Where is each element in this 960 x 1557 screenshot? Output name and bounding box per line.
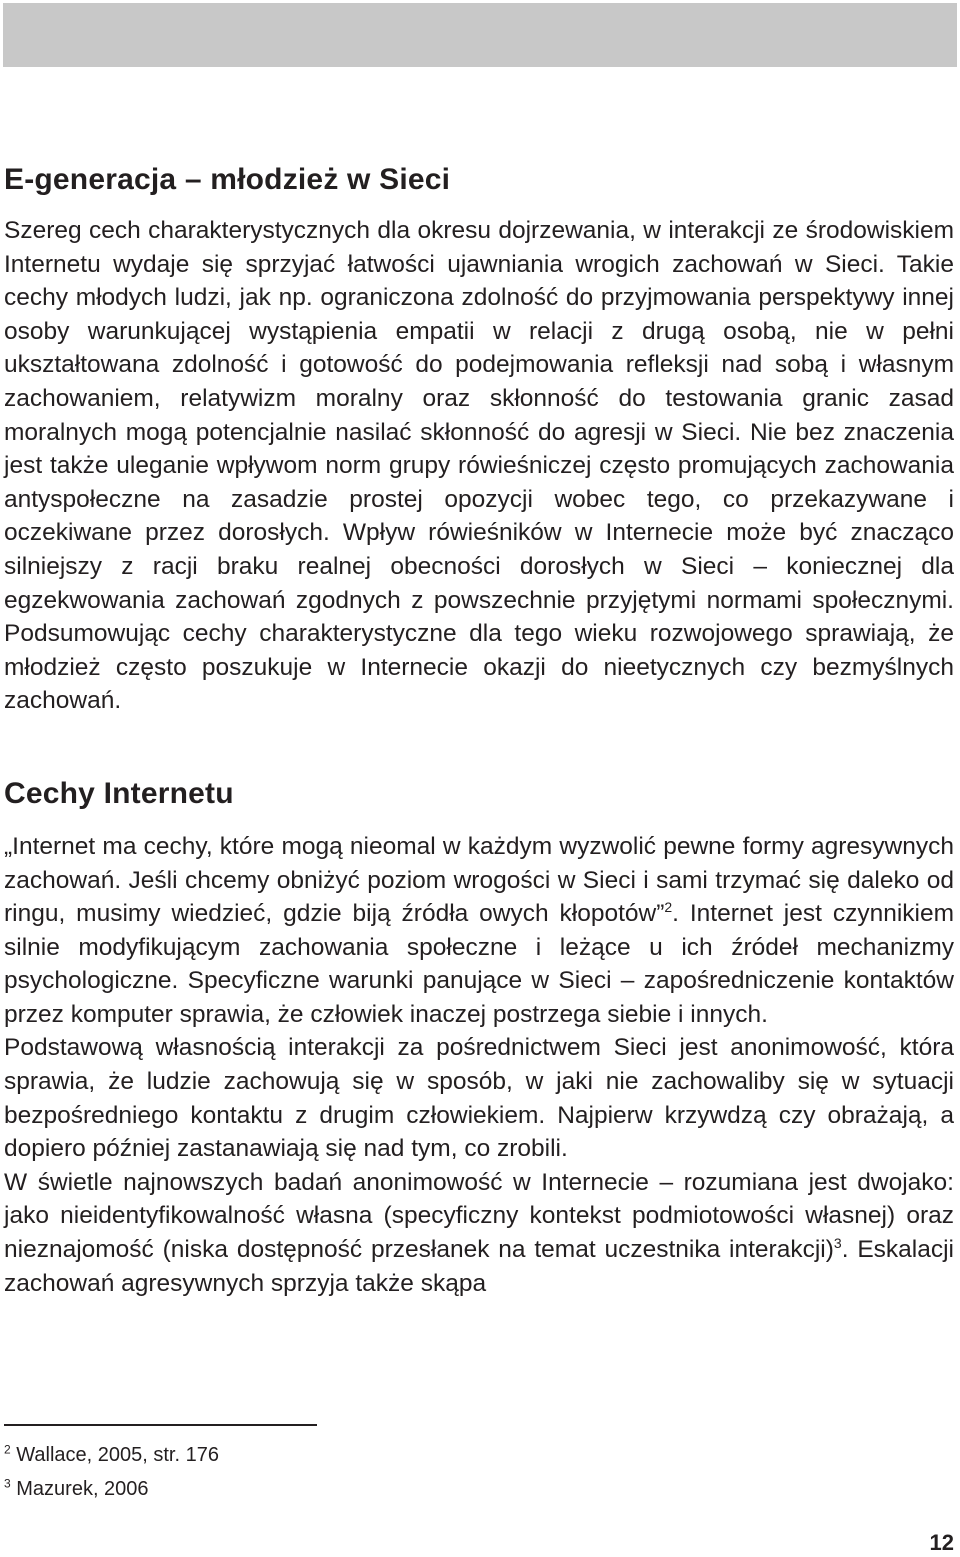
- section-heading-e-generacja: E-generacja – młodzież w Sieci: [4, 163, 451, 196]
- section-heading-cechy-internetu: Cechy Internetu: [4, 776, 234, 810]
- page-number: 12: [929, 1530, 954, 1555]
- footnote-text: Wallace, 2005, str. 176: [16, 1444, 219, 1466]
- footnote-ref[interactable]: 2: [664, 898, 673, 915]
- paragraph-text: . Internet jest czynnikiem silnie modyfikującym zachowania społeczne i leżące u ich źródeł mechanizmy psychologiczne. Specyficzne warunki panujące w Sieci – zapośredniczenie kontaktów przez komputer sprawia, że człowiek inaczej postrzega siebie i innych.: [4, 900, 954, 1028]
- footnote-divider: [4, 1424, 317, 1426]
- section-paragraph-2: Podstawową własnością interakcji za pośrednictwem Sieci jest anonimowość, która sprawia, że ludzie zachowują się w sposób, w jaki nie zachowaliby się w sytuacji bezpośredniego kontaktu z drugim człowiekiem. Najpierw krzywdzą czy obrażają, a dopiero później zastanawiają się nad tym, co zrobili.: [4, 1034, 954, 1163]
- paragraph-text: W świetle najnowszych badań anonimowość w Internecie – rozumiana jest dwojako: jako nieidentyfikowalność własna (specyficzny kontekst podmiotowości własnej) oraz nieznajomość (niska dostępność przesłanek na temat uczestnika interakcji): [4, 1168, 954, 1264]
- footnote-item: [4, 1472, 219, 1506]
- main-content: [4, 158, 954, 1300]
- footnotes: [4, 1438, 219, 1506]
- footnote-item: [4, 1438, 219, 1472]
- footnote-number: 2: [4, 1442, 11, 1457]
- footnote-text: Mazurek, 2006: [16, 1478, 149, 1500]
- footnote-ref[interactable]: 3: [833, 1234, 842, 1251]
- header-bar: [3, 3, 957, 67]
- section-paragraph: Szereg cech charakterystycznych dla okresu dojrzewania, w interakcji ze środowiskiem Internetu wydaje się sprzyjać łatwości ujawniania wrogich zachowań w Sieci. Takie cechy młodych ludzi, jak np. ograniczona zdolność do przyjmowania perspektywy innej osoby warunkującej wystąpienia empatii w relacji z drugą osobą, nie w pełni ukształtowana zdolność i gotowość do podejmowania refleksji nad sobą i własnym zachowaniem, relatywizm moralny oraz skłonność do testowania granic zasad moralnych mogą potencjalnie nasilać skłonność do agresji w Sieci. Nie bez znaczenia jest także uleganie wpływom norm grupy rówieśniczej często promujących zachowania antyspołeczne na zasadzie prostej opozycji wobec tego, co przekazywane i oczekiwane przez dorosłych. Wpływ rówieśników w Internecie może być znacząco silniejszy z racji braku realnej obecności dorosłych w Sieci – koniecznej dla egzekwowania zachowań zgodnych z powszechnie przyjętymi normami społecznymi. Podsumowując cechy charakterystyczne dla tego wieku rozwojowego sprawiają, że młodzież często poszukuje w Internecie okazji do nieetycznych czy bezmyślnych zachowań.: [4, 217, 954, 715]
- paragraph-text: . Eskalacji zachowań agresywnych sprzyja także skąpa: [4, 1236, 954, 1297]
- section-paragraph-3: [4, 1166, 954, 1300]
- footnote-number: 3: [4, 1476, 11, 1491]
- paragraph-text: „Internet ma cechy, które mogą nieomal w każdym wyzwolić pewne formy agresywnych zachowań. Jeśli chcemy obniżyć poziom wrogości w Sieci i sami trzymać się daleko od ringu, musimy wiedzieć, gdzie biją źródła owych kłopotów”: [4, 832, 954, 928]
- section-paragraph-1: [4, 830, 954, 1032]
